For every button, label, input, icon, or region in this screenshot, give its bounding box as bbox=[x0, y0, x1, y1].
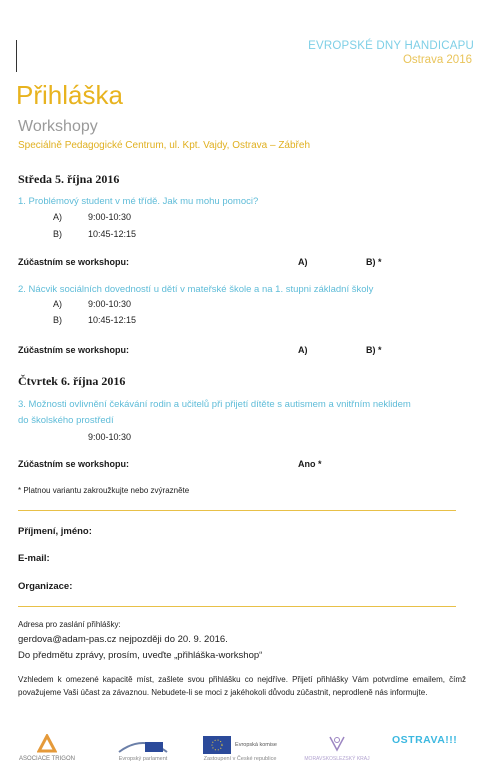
w1-option-a-label: A) bbox=[53, 212, 62, 222]
day1-heading: Středa 5. října 2016 bbox=[18, 172, 120, 186]
w3-choice-yes[interactable]: Ano * bbox=[298, 459, 322, 469]
divider-bottom bbox=[18, 606, 456, 607]
workshop1-title: 1. Problémový student v mé třídě. Jak mu mohu pomoci? bbox=[18, 196, 259, 207]
address-email-line[interactable]: gerdova@adam-pas.cz nejpozději do 20. 9. 2016. bbox=[18, 634, 228, 645]
ek-logo-text: Evropská komise bbox=[235, 742, 277, 748]
msk-logo bbox=[300, 728, 374, 762]
w2-choice-b[interactable]: B) * bbox=[366, 345, 382, 355]
subject-instruction: Do předmětu zprávy, prosím, uveďte „přihláška-workshop“ bbox=[18, 650, 263, 661]
parliament-icon bbox=[115, 734, 171, 754]
ek-logo bbox=[200, 728, 280, 762]
w2-option-b-time: 10:45-12:15 bbox=[88, 315, 137, 325]
w2-option-a-label: A) bbox=[53, 299, 62, 309]
region-emblem-icon bbox=[327, 734, 347, 754]
trigon-logo bbox=[12, 728, 82, 762]
page-subtitle: Workshopy bbox=[18, 118, 98, 135]
w2-participate-label: Zúčastním se workshopu: bbox=[18, 345, 130, 355]
location: Speciálně Pedagogické Centrum, ul. Kpt. Vajdy, Ostrava – Zábřeh bbox=[18, 140, 311, 151]
w1-participate-label: Zúčastním se workshopu: bbox=[18, 257, 130, 267]
msk-logo-text: MORAVSKOSLEZSKÝ KRAJ bbox=[304, 756, 370, 762]
name-field-label[interactable]: Příjmení, jméno: bbox=[18, 526, 92, 537]
w1-choice-a[interactable]: A) bbox=[298, 257, 308, 267]
w2-option-b-label: B) bbox=[53, 315, 62, 325]
trigon-logo-text: ASOCIACE TRIGON bbox=[19, 756, 75, 762]
ek-logo-subtext: Zastoupení v České republice bbox=[203, 756, 277, 762]
w1-option-b-label: B) bbox=[53, 229, 62, 239]
left-accent-line bbox=[16, 40, 17, 72]
capacity-note: Vzhledem k omezené kapacitě míst, zašlete svou přihlášku co nejdříve. Přijetí přihlášky Vám potvrdíme emailem, čímž považujeme Vaši účast za závaznou. Nebudete-li se moci z jakéhokoli důvodu zúčastnit, neprodleně nás informujte. bbox=[18, 675, 466, 697]
w1-option-a-time: 9:00-10:30 bbox=[88, 212, 132, 222]
email-field-label[interactable]: E-mail: bbox=[18, 553, 50, 564]
instruction-note: * Platnou variantu zakroužkujte nebo zvýrazněte bbox=[18, 486, 190, 495]
w2-choice-a[interactable]: A) bbox=[298, 345, 308, 355]
ep-logo-text: Evropský parlament bbox=[118, 756, 168, 762]
ep-logo bbox=[108, 728, 178, 762]
workshop3-title-line1: 3. Možnosti ovlivnění čekávání rodin a učitelů při přijetí dítěte s autismem a vnitřním neklidem bbox=[18, 399, 411, 410]
ostrava-logo: OSTRAVA!!! bbox=[392, 734, 458, 746]
event-place-year: Ostrava 2016 bbox=[402, 54, 472, 66]
divider-top bbox=[18, 510, 456, 511]
eu-flag-icon bbox=[203, 736, 231, 754]
page-title: Přihláška bbox=[16, 80, 123, 110]
w1-choice-b[interactable]: B) * bbox=[366, 257, 382, 267]
triangle-icon bbox=[37, 734, 57, 754]
event-name: EVROPSKÉ DNY HANDICAPU bbox=[308, 40, 474, 52]
workshop3-title-line2: do školského prostředí bbox=[18, 415, 114, 426]
workshop2-title: 2. Nácvik sociálních dovedností u dětí v mateřské škole a na 1. stupni základní školy bbox=[18, 284, 374, 295]
organization-field-label[interactable]: Organizace: bbox=[18, 581, 73, 592]
w3-time: 9:00-10:30 bbox=[88, 432, 132, 442]
w2-option-a-time: 9:00-10:30 bbox=[88, 299, 132, 309]
w1-option-b-time: 10:45-12:15 bbox=[88, 229, 137, 239]
address-label: Adresa pro zaslání přihlášky: bbox=[18, 620, 121, 629]
day2-heading: Čtvrtek 6. října 2016 bbox=[18, 374, 126, 388]
w3-participate-label: Zúčastním se workshopu: bbox=[18, 459, 130, 469]
